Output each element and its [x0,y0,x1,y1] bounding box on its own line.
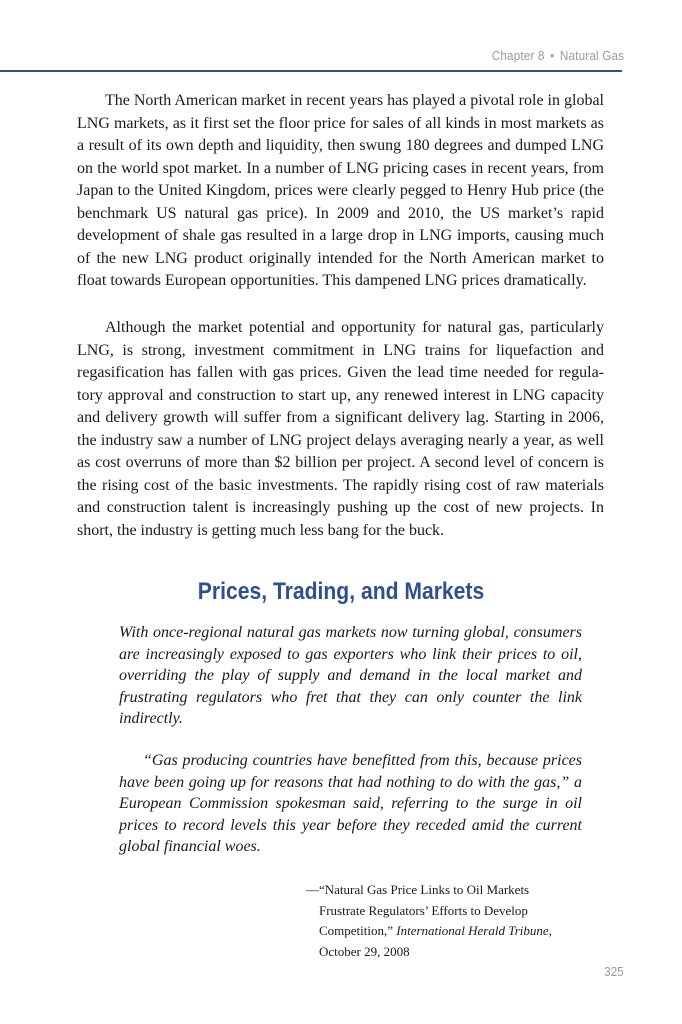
body-paragraph: The North American market in recent years has played a pivotal role in global LNG markets, as it first set the floor price for sales of all kinds in most markets as a result of its own depth and liquidity, then swung 180 degrees and dumped LNG on the world spot market. In a number of LNG pricing cases in recent years, from Japan to the United Kingdom, prices were clearly pegged to Henry Hub price (the benchmark US natural gas price). In 2009 and 2010, the US market’s rapid development of shale gas resulted in a large drop in LNG imports, causing much of the new LNG product originally intended for the North American market to float towards European opportunities. This dampened LNG prices dramatically. [77,92,604,289]
running-header-text [491,48,624,63]
chapter-label: Chapter 8 [491,48,545,63]
chapter-topic: Natural Gas [559,48,624,63]
attribution-text: Competition,” [319,923,397,938]
publication-name: International Herald Tribune, [396,923,552,938]
attribution-line [306,921,586,942]
attribution-line: —“Natural Gas Price Links to Oil Markets [306,882,530,897]
attribution-line: Frustrate Regulators’ Efforts to Develop [319,902,528,918]
epigraph-paragraph: With once-regional natural gas markets now turning global, consumers are increasingly exposed to gas exporters who link their prices to oil, overriding the play of supply and demand in the local market and frustrating regulators who fret that they can only counter the link indirectly. [119,624,582,728]
header-separator: • [549,48,555,63]
epigraph-paragraph: “Gas producing countries have benefitted from this, because prices have been going up for reasons that had nothing to do with the gas,” a European Commission spokesman said, referring to the surge in oil prices to record levels this year before they receded amid the current global financial woes. [119,752,582,856]
page-number: 325 [604,964,624,979]
epigraph-attribution [306,880,586,962]
running-header [0,46,682,72]
attribution-date: October 29, 2008 [319,943,410,959]
header-rule [0,70,622,72]
body-paragraph: Although the market potential and opportunity for natural gas, particularly LNG, is strong, investment commitment in LNG trains for liquefaction and regasification has fallen with gas prices. Given the lead time needed for regulatory approval and construction to start up, any renewed interest in LNG capacity and delivery growth will suffer from a significant delivery lag. Starting in 2006, the industry saw a number of LNG project delays averaging nearly a year, as well as cost overruns of more than $2 billion per project. A second level of concern is the rising cost of the basic investments. The rapidly rising cost of raw materials and construction talent is increasingly pushing up the cost of new projects. In short, the industry is getting much less bang for the buck. [77,319,604,539]
section-heading: Prices, Trading, and Markets [197,578,485,605]
